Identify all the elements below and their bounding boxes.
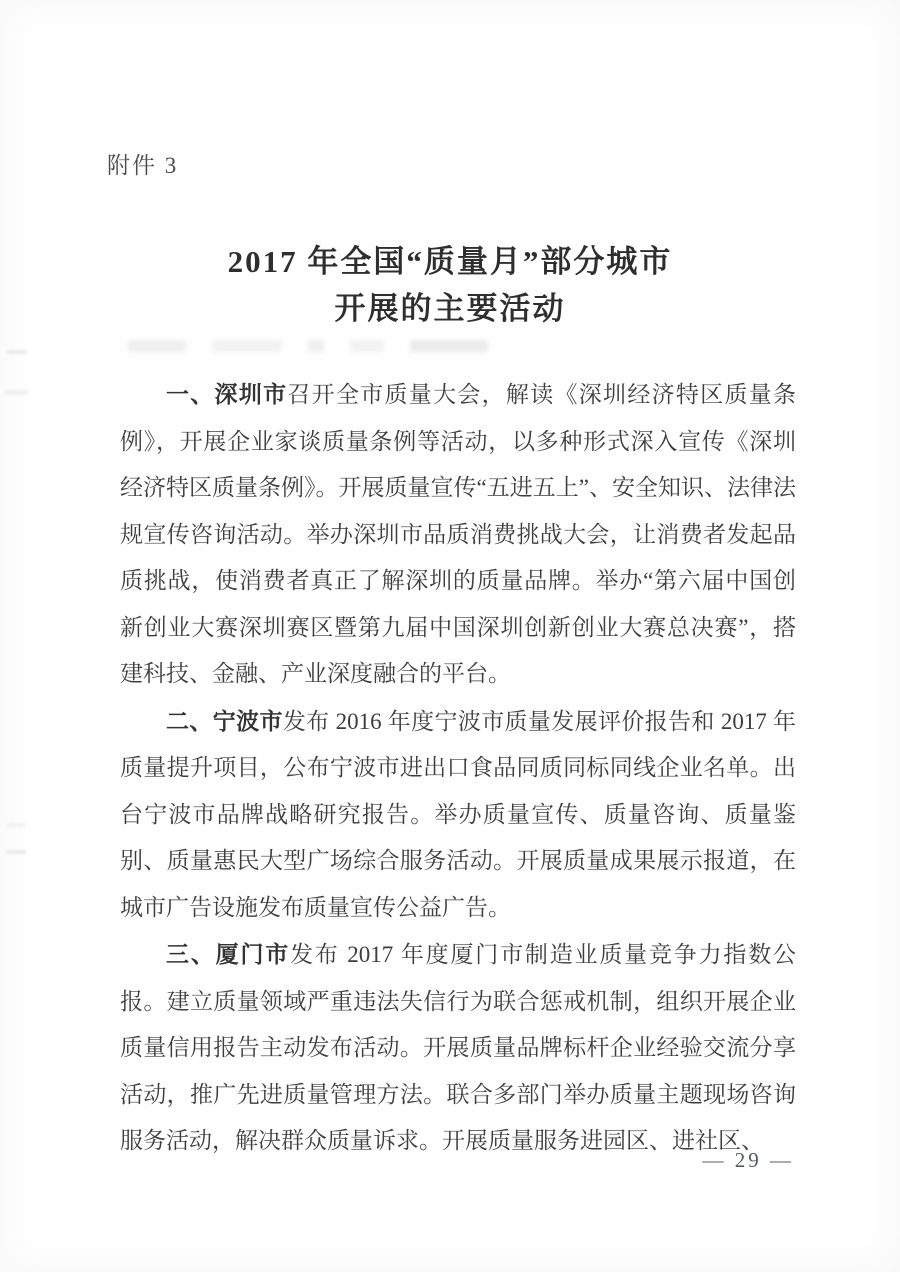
scan-smudge-artifact: [128, 340, 548, 354]
paragraph-xiamen-text: 发布 2017 年度厦门市制造业质量竞争力指数公报。建立质量领域严重违法失信行为联合惩戒机制，组织开展企业质量信用报告主动发布活动。开展质量品牌标杆企业经验交流分享活动，推广先进质量管理方法。联合多部门举办质量主题现场咨询服务活动，解决群众质量诉求。开展质量服务进园区、进社区、: [120, 942, 796, 1153]
attachment-label: 附件 3: [107, 153, 179, 178]
paragraph-ningbo: [120, 698, 796, 932]
paragraph-xiamen-lead: 三、厦门市: [166, 941, 291, 967]
document-title: [0, 238, 900, 332]
title-line-2: 开展的主要活动: [334, 291, 566, 326]
document-body: [120, 371, 796, 1165]
page-number: — 29 —: [702, 1148, 794, 1172]
paragraph-shenzhen: [120, 371, 796, 698]
paragraph-xiamen: [120, 931, 796, 1165]
scan-edge-mark: [4, 390, 28, 395]
scan-edge-mark: [7, 823, 25, 827]
paragraph-shenzhen-text: 召开全市质量大会，解读《深圳经济特区质量条例》，开展企业家谈质量条例等活动，以多种形式深入宣传《深圳经济特区质量条例》。开展质量宣传“五进五上”、安全知识、法律法规宣传咨询活动。举办深圳市品质消费挑战大会，让消费者发起品质挑战，使消费者真正了解深圳的质量品牌。举办“第六届中国创新创业大赛深圳赛区暨第九届中国深圳创新创业大赛总决赛”，搭建科技、金融、产业深度融合的平台。: [120, 382, 797, 686]
paragraph-shenzhen-lead: 一、深圳市: [166, 381, 288, 407]
title-line-1: 2017 年全国“质量月”部分城市: [227, 244, 673, 279]
scan-edge-mark: [6, 850, 26, 854]
paragraph-ningbo-lead: 二、宁波市: [166, 707, 283, 734]
paragraph-ningbo-text: 发布 2016 年度宁波市质量发展评价报告和 2017 年质量提升项目，公布宁波市进出口食品同质同标同线企业名单。出台宁波市品牌战略研究报告。举办质量宣传、质量咨询、质量鉴别、质量惠民大型广场综合服务活动。开展质量成果展示报道，在城市广告设施发布质量宣传公益广告。: [120, 708, 797, 920]
scan-edge-mark: [7, 350, 27, 354]
